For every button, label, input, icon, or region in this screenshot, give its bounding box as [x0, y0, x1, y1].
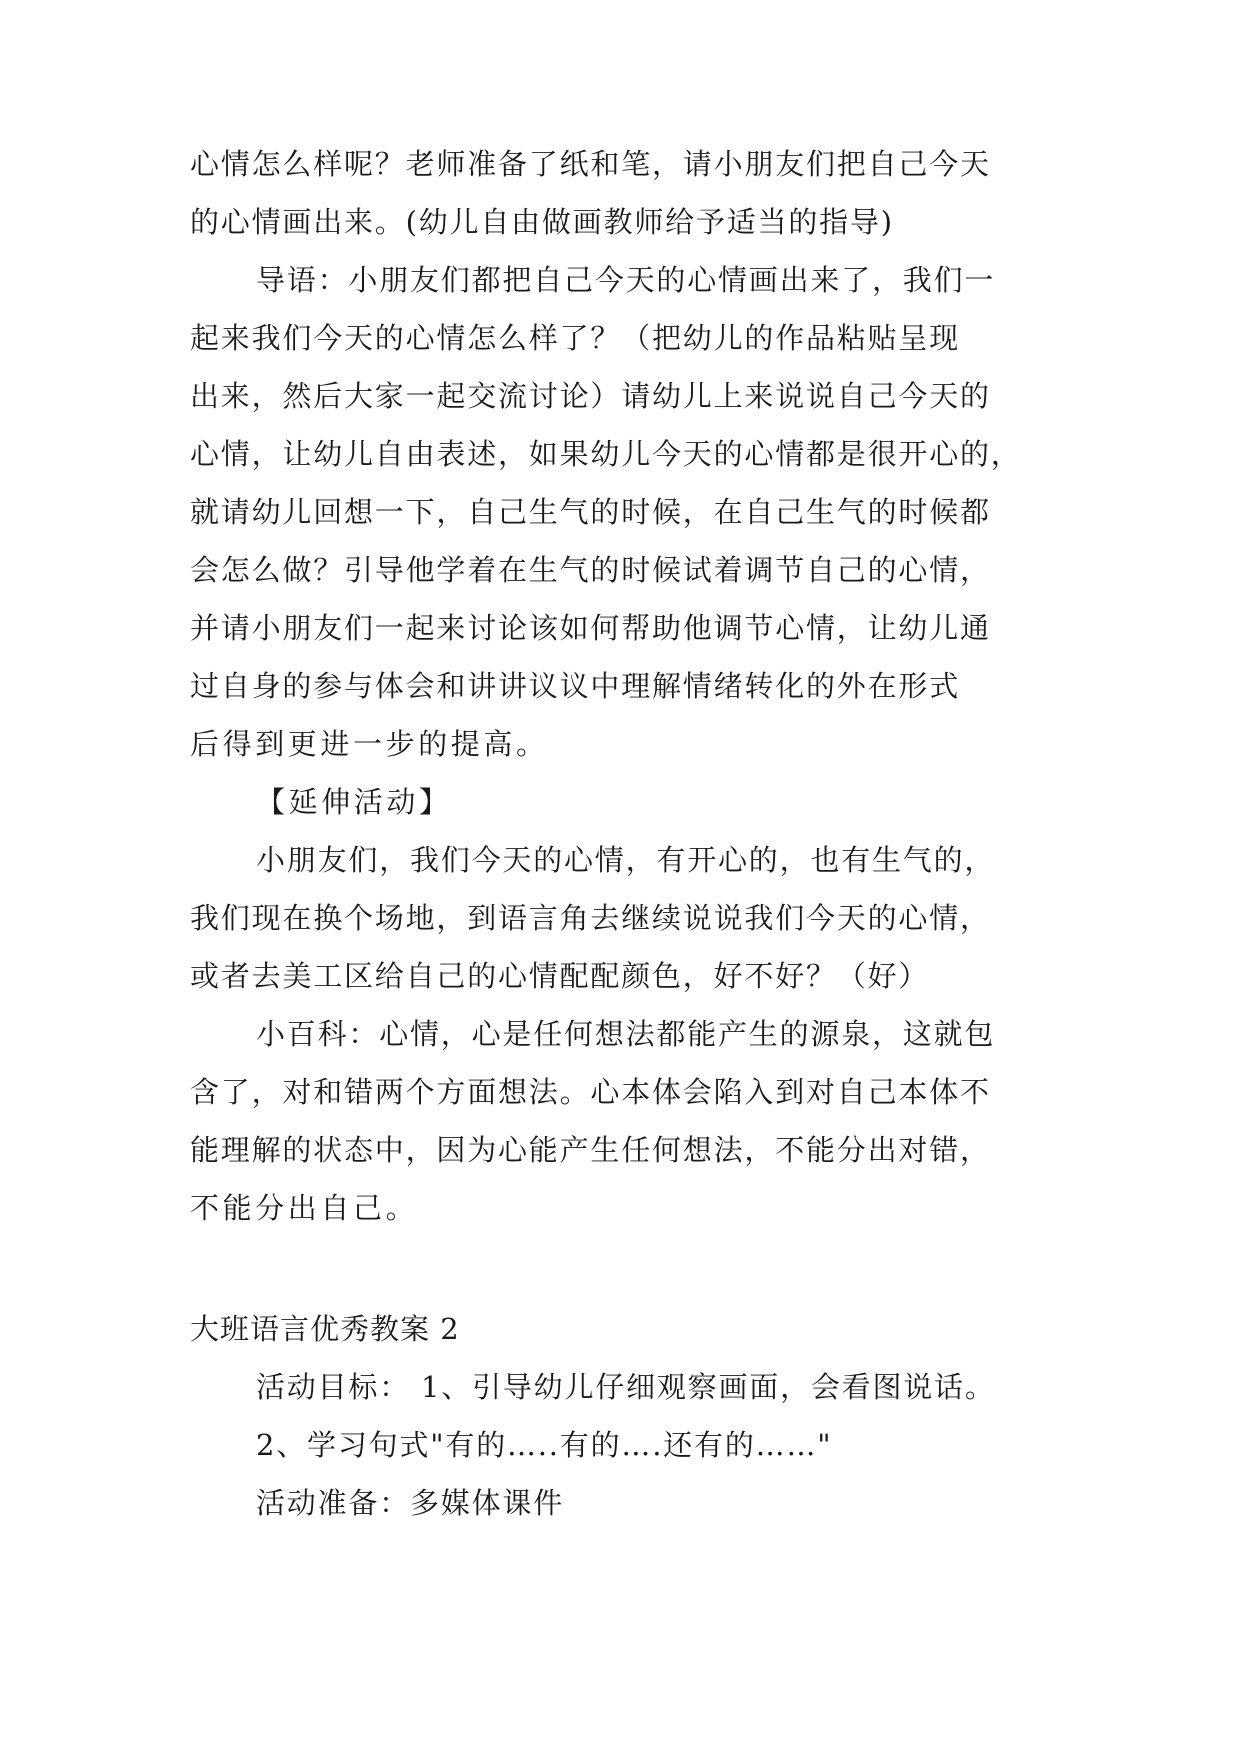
- paragraph-line: 能理解的状态中，因为心能产生任何想法，不能分出对错，: [190, 1133, 991, 1167]
- paragraph-line: 我们现在换个场地，到语言角去继续说说我们今天的心情，: [190, 901, 991, 935]
- paragraph-line: 活动准备：多媒体课件: [256, 1486, 565, 1520]
- paragraph-line: 心情怎么样呢？老师准备了纸和笔，请小朋友们把自己今天: [190, 147, 991, 181]
- paragraph-line: 出来，然后大家一起交流讨论）请幼儿上来说说自己今天的: [190, 379, 991, 413]
- paragraph-line: 导语：小朋友们都把自己今天的心情画出来了，我们一: [256, 263, 996, 297]
- section-title: 大班语言优秀教案 2: [190, 1312, 460, 1346]
- paragraph-line: 过自身的参与体会和讲讲议议中理解情绪转化的外在形式: [190, 669, 961, 703]
- paragraph-line: 心情，让幼儿自由表述，如果幼儿今天的心情都是很开心的，: [190, 437, 1022, 471]
- paragraph-line: 2、学习句式"有的…..有的….还有的……": [256, 1428, 833, 1462]
- paragraph-line: 会怎么做？引导他学着在生气的时候试着调节自己的心情，: [190, 553, 991, 587]
- section-subheading: 【延伸活动】: [256, 785, 452, 819]
- paragraph-line: 起来我们今天的心情怎么样了？（把幼儿的作品粘贴呈现: [190, 321, 961, 355]
- paragraph-line: 含了，对和错两个方面想法。心本体会陷入到对自己本体不: [190, 1075, 991, 1109]
- paragraph-line: 就请幼儿回想一下，自己生气的时候，在自己生气的时候都: [190, 495, 991, 529]
- paragraph-line: 的心情画出来。(幼儿自由做画教师给予适当的指导): [190, 205, 894, 239]
- paragraph-line: 并请小朋友们一起来讨论该如何帮助他调节心情，让幼儿通: [190, 611, 991, 645]
- paragraph-line: 小百科：心情，心是任何想法都能产生的源泉，这就包: [256, 1017, 996, 1051]
- paragraph-line: 不能分出自己。: [190, 1191, 419, 1225]
- paragraph-line: 后得到更进一步的提高。: [190, 727, 549, 761]
- paragraph-line: 或者去美工区给自己的心情配配颜色，好不好？（好）: [190, 959, 930, 993]
- paragraph-line: 小朋友们，我们今天的心情，有开心的，也有生气的，: [256, 843, 996, 877]
- paragraph-line: 活动目标： 1、引导幼儿仔细观察画面，会看图说话。: [256, 1370, 996, 1404]
